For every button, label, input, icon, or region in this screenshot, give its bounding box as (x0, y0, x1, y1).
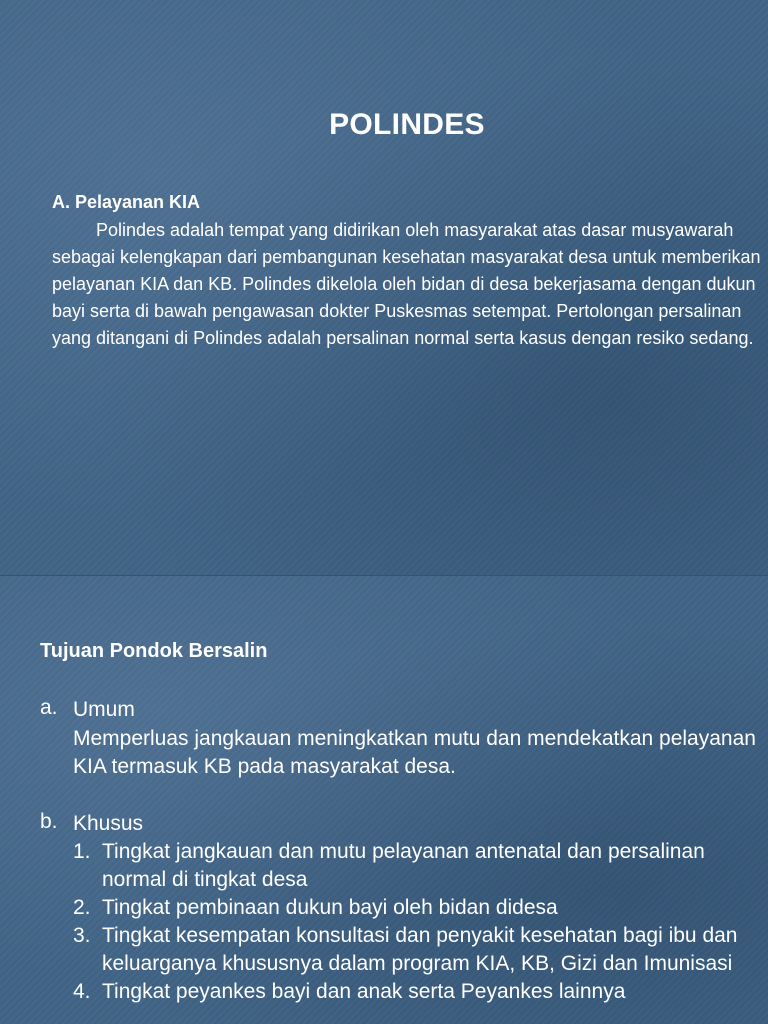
section-heading-pelayanan-kia: A. Pelayanan KIA (52, 192, 201, 212)
slide-heading: Tujuan Pondok Bersalin (40, 640, 268, 662)
list-item (73, 978, 753, 1006)
list-item-number: 4. (73, 980, 91, 1003)
list-item-number: 3. (73, 924, 91, 947)
list-item-number: 2. (73, 896, 91, 919)
list-item-text: Tingkat pembinaan dukun bayi oleh bidan didesa (102, 896, 558, 919)
list-item-text: Tingkat peyankes bayi dan anak serta Peyankes lainnya (102, 980, 626, 1003)
list-item-text: Tingkat kesempatan konsultasi dan penyakit kesehatan bagi ibu dan keluarganya khususnya dalam program KIA, KB, Gizi dan Imunisasi (102, 924, 738, 975)
list-item (73, 922, 753, 978)
khusus-title: Khusus (73, 812, 144, 835)
khusus-list (73, 838, 753, 1006)
umum-label: a. (40, 696, 58, 719)
khusus-label: b. (40, 810, 58, 833)
umum-text: Memperluas jangkauan meningkatkan mutu dan mendekatkan pelayanan KIA termasuk KB pada masyarakat desa. (73, 727, 756, 778)
section-body-paragraph: Polindes adalah tempat yang didirikan oleh masyarakat atas dasar musyawarah sebagai kelengkapan dari pembangunan kesehatan masyarakat desa untuk memberikan pelayanan KIA dan KB. Polindes dikelola oleh bidan di desa bekerjasama dengan dukun bayi serta di bawah pengawasan dokter Puskesmas setempat. Pertolongan persalinan yang ditangani di Polindes adalah persalinan normal serta kasus dengan resiko sedang. (52, 220, 761, 348)
list-item-number: 1. (73, 840, 91, 863)
umum-title: Umum (73, 698, 135, 721)
slide-title: POLINDES (329, 108, 485, 141)
list-item-text: Tingkat jangkauan dan mutu pelayanan antenatal dan persalinan normal di tingkat desa (102, 840, 705, 891)
list-item (73, 838, 753, 894)
list-item (73, 894, 753, 922)
slide-tujuan-pondok-bersalin (0, 576, 768, 1024)
